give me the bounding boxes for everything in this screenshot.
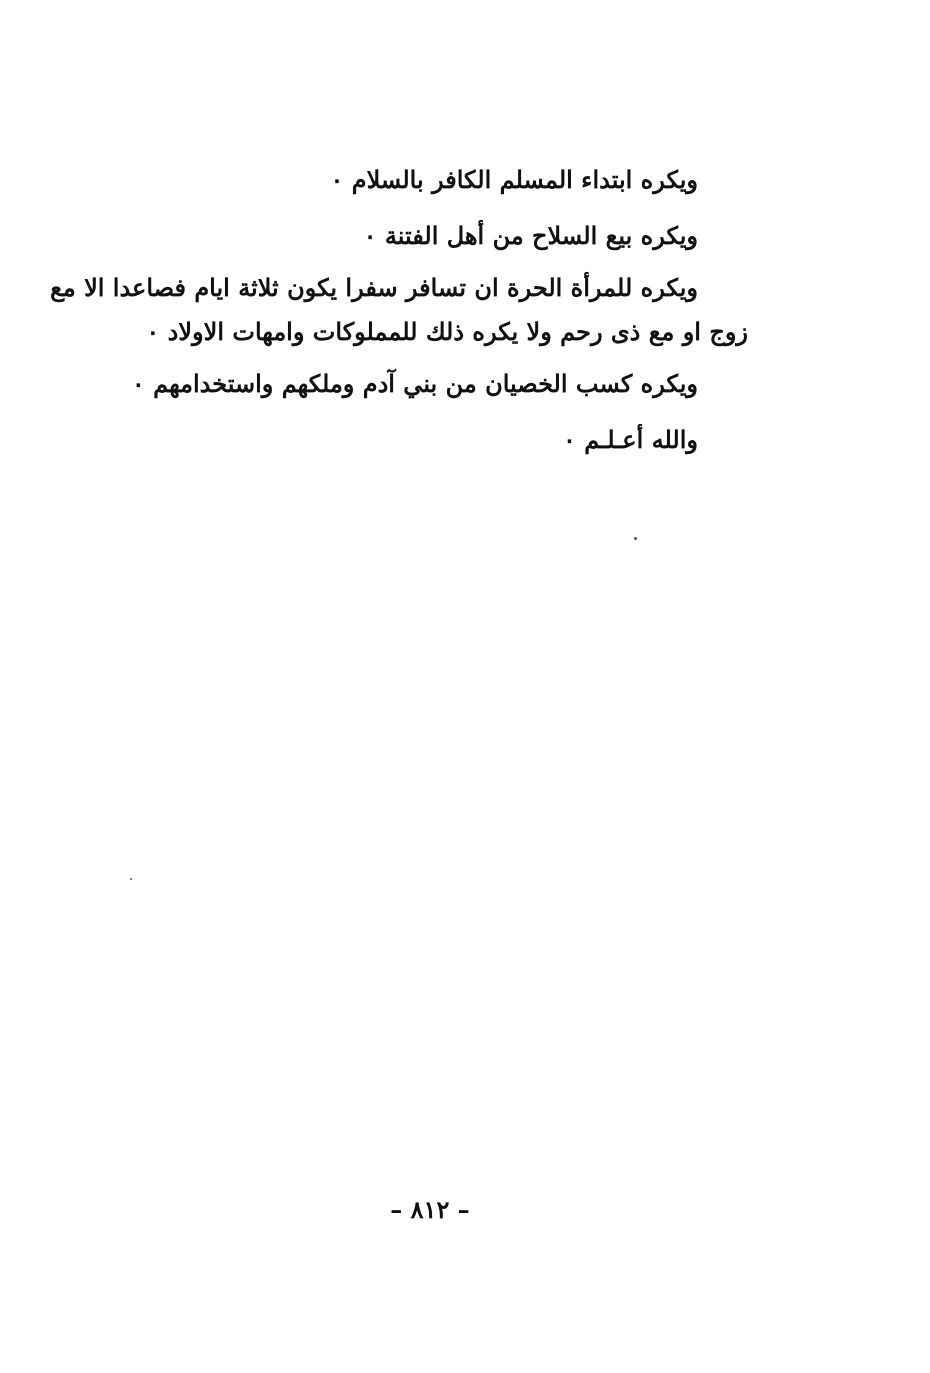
text-line: ويكره كسب الخصيان من بني آدم وملكهم واستخدامهم ٠ (131, 369, 698, 398)
page-number: – ٨١٢ – (390, 1195, 470, 1224)
text-line: ويكره ابتداء المسلم الكافر بالسلام ٠ (330, 165, 698, 194)
closing-line: والله أعـلـم ٠ (563, 425, 698, 454)
text-line: ويكره للمرأة الحرة ان تسافر سفرا يكون ثلاثة ايام فصاعدا الا مع (50, 273, 698, 302)
text-line: ويكره بيع السلاح من أهل الفتنة ٠ (363, 221, 698, 250)
print-speck (634, 537, 637, 540)
print-speck (130, 878, 132, 880)
text-line: زوج او مع ذى رحم ولا يكره ذلك للمملوكات وامهات الاولاد ٠ (146, 317, 748, 346)
